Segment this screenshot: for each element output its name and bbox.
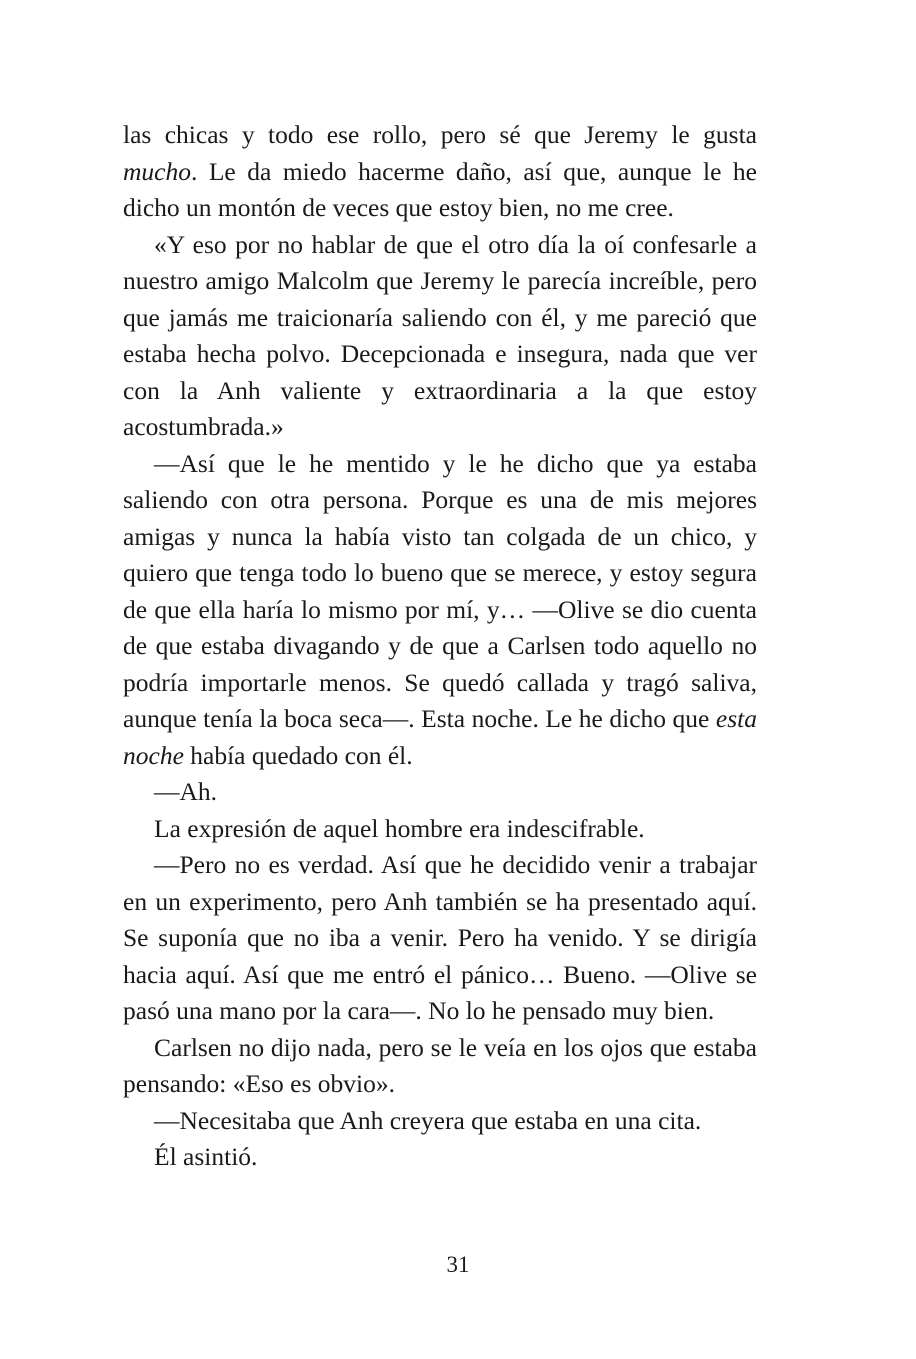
text-run: Carlsen no dijo nada, pero se le veía en los ojos que estaba pensando: «Eso es obvio». bbox=[123, 1032, 757, 1098]
paragraph bbox=[123, 1030, 757, 1103]
paragraph bbox=[123, 227, 757, 446]
text-run: —Así que le he mentido y le he dicho que ya estaba saliendo con otra persona. Porque es una de mis mejores amigas y nunca la había visto tan colgada de un chico, y quiero que tenga todo lo bueno que se merece, y estoy segura de que ella haría lo mismo por mí, y… —Olive se dio cuenta de que estaba divagando y de que a Carlsen todo aquello no podría importarle menos. Se quedó callada y tragó saliva, aunque tenía la boca seca—. Esta noche. Le he dicho que bbox=[123, 448, 757, 733]
page-number: 31 bbox=[446, 1252, 470, 1277]
text-run: las chicas y todo ese rollo, pero sé que Jeremy le gusta bbox=[123, 120, 757, 149]
text-run: «Y eso por no hablar de que el otro día la oí confesarle a nuestro amigo Malcolm que Jeremy le parecía increíble, pero que jamás me traicionaría saliendo con él, y me pareció que estaba hecha polvo. Decepcionada e insegura, nada que ver con la Anh valiente y extraordinaria a la que estoy acostumbrada.» bbox=[123, 229, 757, 441]
italic-text: esta noche bbox=[123, 704, 757, 770]
body-text bbox=[123, 117, 757, 1176]
paragraph bbox=[123, 1103, 757, 1140]
paragraph bbox=[123, 811, 757, 848]
paragraph bbox=[123, 774, 757, 811]
text-run: . Le da miedo hacerme daño, así que, aunque le he dicho un montón de veces que estoy bien, no me cree. bbox=[123, 156, 757, 222]
paragraph bbox=[123, 1139, 757, 1176]
text-run: Él asintió. bbox=[154, 1142, 258, 1171]
paragraph bbox=[123, 446, 757, 775]
text-run: La expresión de aquel hombre era indescifrable. bbox=[154, 813, 645, 843]
italic-text: mucho bbox=[123, 156, 191, 186]
text-run: —Necesitaba que Anh creyera que estaba en una cita. bbox=[154, 1105, 702, 1135]
paragraph bbox=[123, 117, 757, 227]
text-run: —Pero no es verdad. Así que he decidido venir a trabajar en un experimento, pero Anh también se ha presentado aquí. Se suponía que no iba a venir. Pero ha venido. Y se dirigía hacia aquí. Así que me entró el pánico… Bueno. —Olive se pasó una mano por la cara—. No lo he pensado muy bien. bbox=[123, 850, 757, 1025]
text-run: había quedado con él. bbox=[183, 740, 413, 770]
paragraph bbox=[123, 847, 757, 1030]
text-run: —Ah. bbox=[154, 777, 218, 806]
